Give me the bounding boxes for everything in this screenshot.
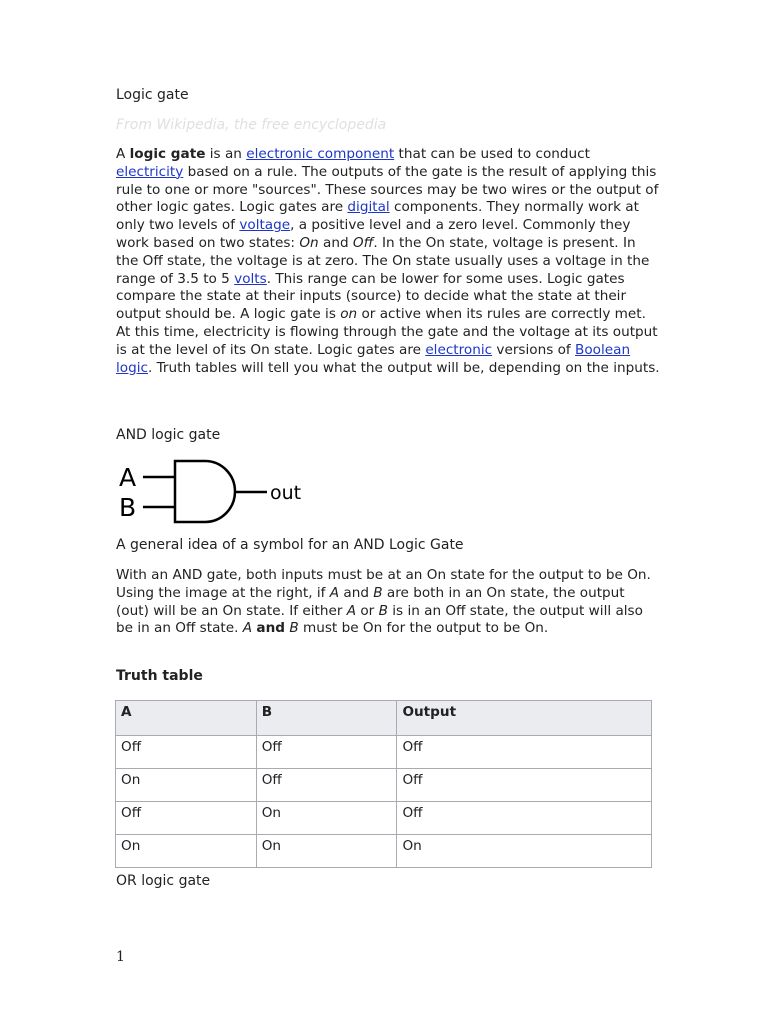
text-run: components. They normally work at only two levels of (116, 199, 639, 234)
text-run: or active when its rules are correctly met. At this time, electricity is flowing through the gate and the voltage at its output is at the level of its On state. Logic gates are (116, 306, 658, 358)
text-run: With an AND gate, both inputs must be at an On state for the output to be On. Using the image at the right, if (116, 567, 651, 601)
text-run: based on a rule. The outputs of the gate is the result of applying this rule to one or more "sources". These sources may be two wires or the output of other logic gates. Logic gates are (116, 163, 659, 216)
and-gate-paragraph (116, 567, 661, 638)
or-gate-heading: OR logic gate (116, 873, 211, 889)
table-cell: Off (256, 736, 397, 769)
link-volts[interactable]: volts (234, 270, 267, 287)
italic-b: B (289, 620, 299, 637)
table-cell: On (256, 802, 397, 835)
table-row (116, 769, 652, 802)
text-run: and (318, 234, 353, 251)
table-cell: Off (116, 736, 257, 769)
gate-input-a-label: A (119, 463, 137, 492)
italic-a: A (346, 602, 357, 619)
italic-b: B (373, 584, 383, 601)
text-run: or (356, 602, 379, 619)
link-boolean-logic[interactable]: Boolean logic (116, 341, 631, 376)
gate-output-label: out (270, 482, 302, 504)
page-subtitle: From Wikipedia, the free encyclopedia (116, 117, 387, 133)
link-electricity[interactable]: electricity (116, 163, 184, 180)
text-run: are both in an On state, the output (out) will be an On state. If either (116, 584, 625, 619)
table-cell: Off (397, 802, 652, 835)
and-gate-diagram (116, 452, 316, 526)
page-title: Logic gate (116, 87, 189, 103)
and-gate-body (175, 461, 235, 522)
table-cell: Off (397, 769, 652, 802)
italic-a: A (242, 620, 253, 637)
text-run: must be On for the output to be On. (298, 620, 549, 637)
link-voltage[interactable]: voltage (239, 217, 291, 234)
italic-a: A (329, 584, 340, 601)
table-cell: Off (256, 769, 397, 802)
table-cell: Off (397, 736, 652, 769)
link-electronic[interactable]: electronic (425, 341, 493, 358)
italic-off: Off (352, 234, 374, 251)
text-run: versions of (492, 341, 576, 358)
truth-table-heading: Truth table (116, 668, 203, 684)
table-cell: On (116, 769, 257, 802)
italic-on: On (299, 234, 319, 251)
column-header-a: A (116, 701, 257, 736)
table-cell: On (256, 835, 397, 868)
table-cell: Off (116, 802, 257, 835)
table-header-row (116, 701, 652, 736)
intro-paragraph (116, 146, 661, 377)
truth-table (115, 700, 652, 868)
link-electronic-component[interactable]: electronic component (246, 146, 395, 162)
gate-input-b-label: B (119, 493, 137, 522)
table-row (116, 736, 652, 769)
figure-caption: A general idea of a symbol for an AND Logic Gate (116, 537, 464, 553)
text-run: and (339, 584, 374, 601)
text-run: is an (205, 146, 247, 162)
text-run: A (116, 146, 130, 162)
column-header-output: Output (397, 701, 652, 736)
link-digital[interactable]: digital (347, 199, 390, 216)
text-run: , a positive level and a zero level. Commonly they work based on two states: (116, 217, 631, 251)
table-cell: On (397, 835, 652, 868)
text-run: . This range can be lower for some uses. Logic gates compare the state at their inputs (source) to decide what the state at their output should be. A logic gate is (116, 270, 627, 323)
text-run: . Truth tables will tell you what the output will be, depending on the inputs. (147, 359, 660, 376)
text-run: . In the On state, voltage is present. In the Off state, the voltage is at zero. The On state usually uses a voltage in the range of 3.5 to 5 (116, 234, 650, 287)
bold-and: and (256, 620, 285, 637)
table-row (116, 835, 652, 868)
text-run: that can be used to conduct (394, 146, 590, 162)
text-run: is in an Off state, the output will also be in an Off state. (116, 602, 643, 637)
column-header-b: B (256, 701, 397, 736)
italic-b: B (378, 602, 388, 619)
italic-on-lower: on (340, 306, 358, 323)
table-cell: On (116, 835, 257, 868)
table-row (116, 802, 652, 835)
bold-term-logic-gate: logic gate (129, 146, 206, 162)
and-gate-heading: AND logic gate (116, 427, 221, 443)
page-number: 1 (116, 949, 125, 965)
